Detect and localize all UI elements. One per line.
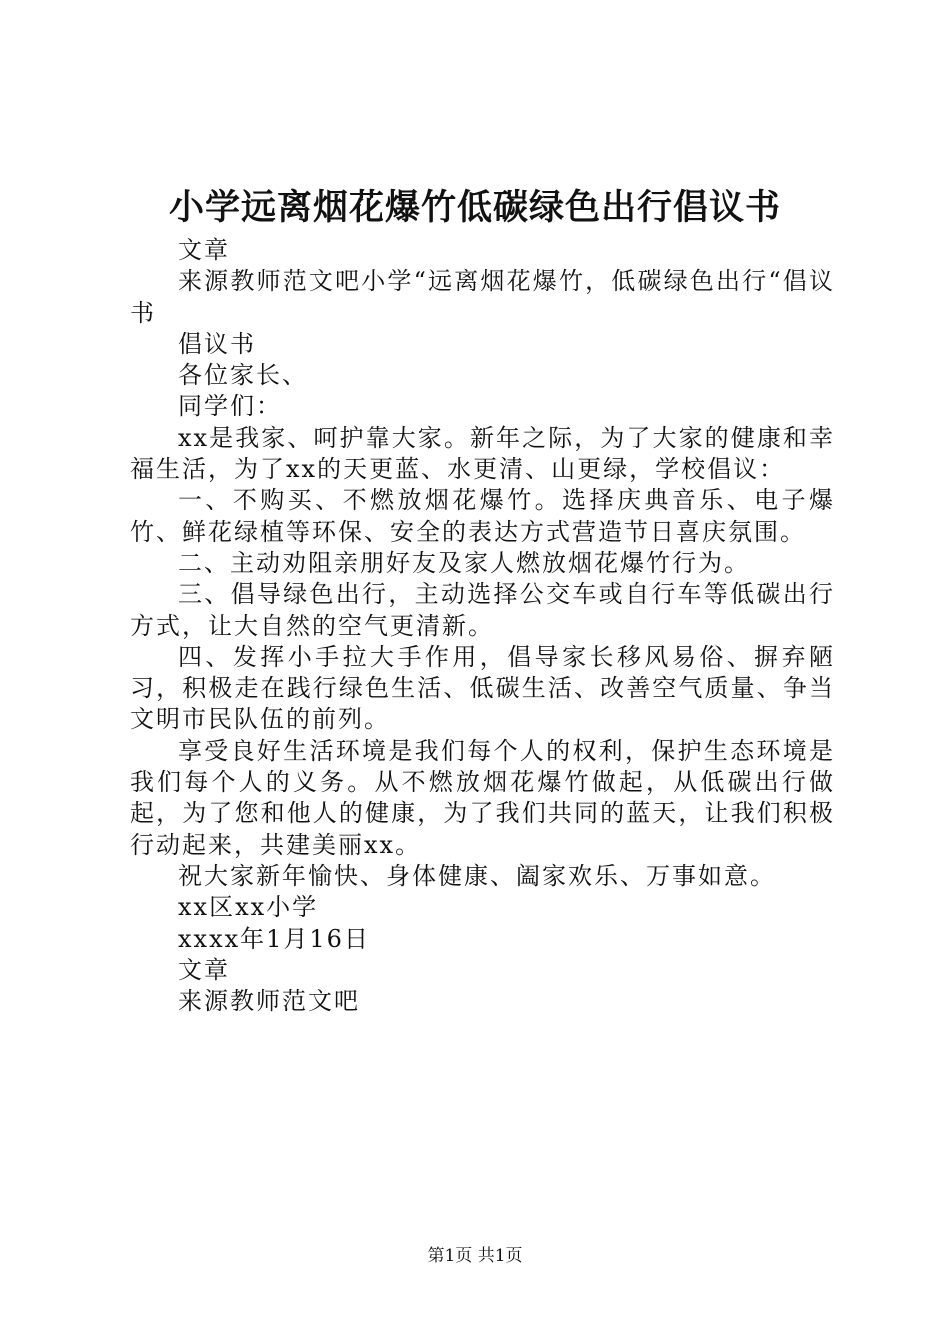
paragraph: 同学们： <box>178 392 282 421</box>
signature-school: xx区xx小学 <box>178 893 319 922</box>
paragraph: 二、主动劝阻亲朋好友及家人燃放烟花爆竹行为。 <box>178 548 750 577</box>
paragraph: 祝大家新年愉快、身体健康、阖家欢乐、万事如意。 <box>178 861 776 890</box>
signature-date: xxxx年1月16日 <box>178 924 370 953</box>
paragraph: 享受良好生活环境是我们每个人的权利，保护生态环境是我们每个人的义务。从不燃放烟花爆竹做起，从低碳出行做起，为了您和他人的健康，为了我们共同的蓝天，让我们积极行动起来，共建美丽xx。 <box>130 736 835 859</box>
document-body <box>130 235 835 1017</box>
paragraph: 文章 <box>178 236 230 264</box>
paragraph: 各位家长、 <box>178 361 308 390</box>
paragraph: 一、不购买、不燃放烟花爆竹。选择庆典音乐、电子爆竹、鲜花绿植等环保、安全的表达方式营造节日喜庆氛围。 <box>130 486 835 546</box>
paragraph: 来源教师范文吧 <box>178 987 360 1016</box>
paragraph: 来源教师范文吧小学“远离烟花爆竹，低碳绿色出行“倡议书 <box>130 267 835 327</box>
page-number-footer: 第1页 共1页 <box>427 1246 523 1266</box>
paragraph: 文章 <box>178 955 230 984</box>
paragraph: 三、倡导绿色出行，主动选择公交车或自行车等低碳出行方式，让大自然的空气更清新。 <box>130 580 835 640</box>
document-title: 小学远离烟花爆竹低碳绿色出行倡议书 <box>168 187 781 228</box>
paragraph: xx是我家、呵护靠大家。新年之际，为了大家的健康和幸福生活，为了xx的天更蓝、水更清、山更绿，学校倡议： <box>130 423 835 484</box>
paragraph: 四、发挥小手拉大手作用，倡导家长移风易俗、摒弃陋习，积极走在践行绿色生活、低碳生活、改善空气质量、争当文明市民队伍的前列。 <box>130 642 835 734</box>
paragraph: 倡议书 <box>178 329 256 358</box>
